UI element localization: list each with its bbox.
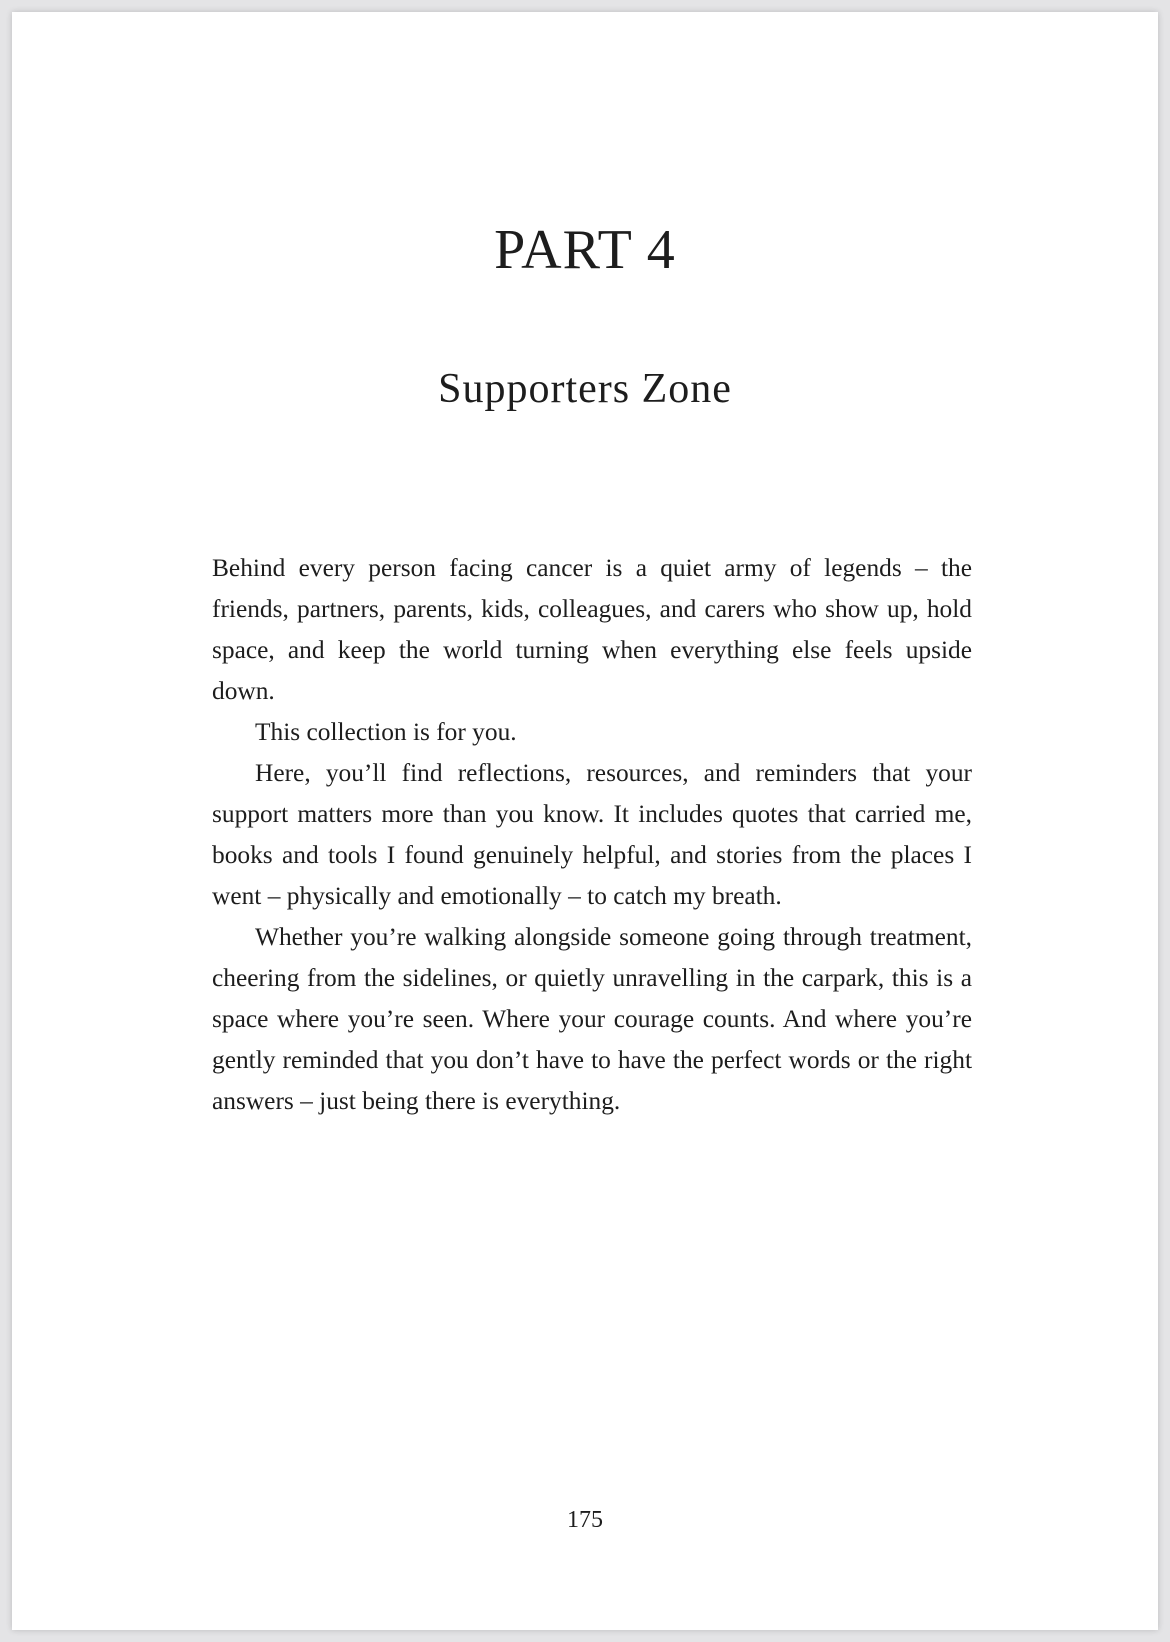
page-number: 175 <box>567 1507 603 1533</box>
body-text <box>212 548 972 1122</box>
paragraph-collection: This collection is for you. <box>255 718 517 746</box>
part-title: PART 4 <box>494 219 676 281</box>
paragraph-reflections: Here, you’ll find reflections, resources, and reminders that your support matters more than you know. It includes quotes that carried me, books and tools I found genuinely helpful, and stories from the places I went – physically and emotionally – to catch my breath. <box>212 759 972 910</box>
chapter-title: Supporters Zone <box>438 366 732 412</box>
paragraph-intro: Behind every person facing cancer is a quiet army of legends – the friends, partners, parents, kids, colleagues, and carers who show up, hold space, and keep the world turning when everything else feels upside down. <box>212 554 972 705</box>
book-page <box>12 12 1158 1630</box>
paragraph-supporters: Whether you’re walking alongside someone going through treatment, cheering from the sidelines, or quietly unravelling in the carpark, this is a space where you’re seen. Where your courage counts. And where you’re gently reminded that you don’t have to have the perfect words or the right answers – just being there is everything. <box>212 923 972 1115</box>
